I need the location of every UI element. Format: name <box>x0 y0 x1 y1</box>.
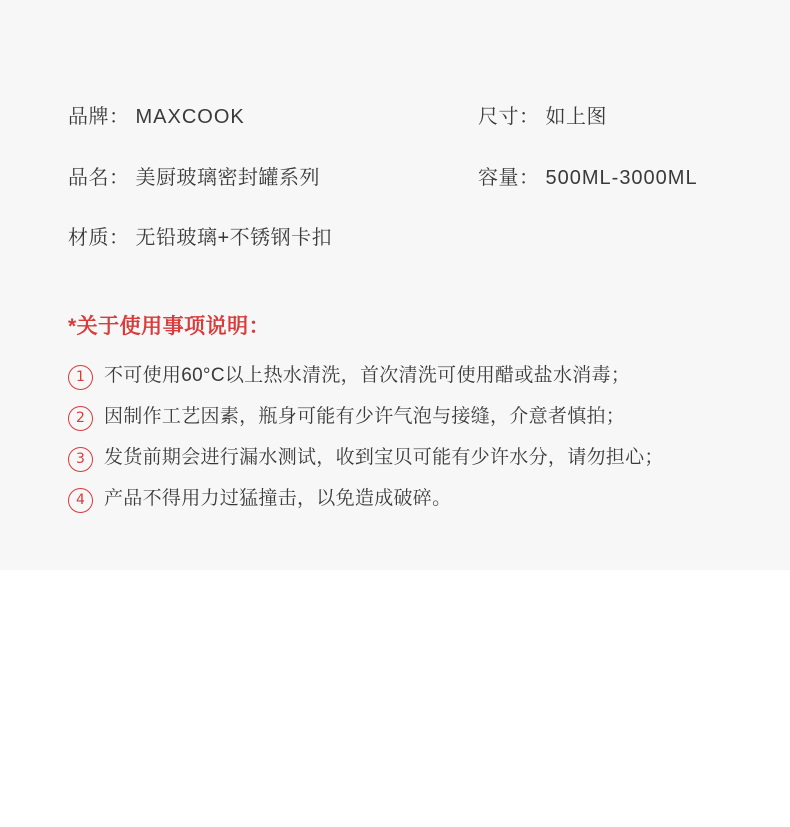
list-item <box>68 404 748 431</box>
notice-title: *关于使用事项说明： <box>68 315 271 338</box>
spec-value-size: 如上图 <box>545 106 607 128</box>
spec-label-material: 材质： <box>68 227 130 249</box>
number-badge-icon: 3 <box>68 447 93 472</box>
spec-value-brand: MAXCOOK <box>135 106 245 128</box>
spec-row-volume <box>478 161 698 190</box>
number-badge-icon: 1 <box>68 365 93 390</box>
spec-label-brand: 品牌： <box>68 106 130 128</box>
spec-value-product-name: 美厨玻璃密封罐系列 <box>135 167 320 189</box>
list-item <box>68 363 748 390</box>
spec-value-volume: 500ML-3000ML <box>545 167 698 189</box>
number-badge-icon: 2 <box>68 406 93 431</box>
notice-list <box>68 363 748 527</box>
spec-label-size: 尺寸： <box>478 106 540 128</box>
number-badge-icon: 4 <box>68 488 93 513</box>
spec-row-product-name <box>68 161 320 190</box>
spec-value-material: 无铅玻璃+不锈钢卡扣 <box>135 227 333 249</box>
notice-item-text: 产品不得用力过猛撞击，以免造成破碎。 <box>104 488 452 509</box>
spec-label-volume: 容量： <box>478 167 540 189</box>
notice-item-text: 发货前期会进行漏水测试，收到宝贝可能有少许水分，请勿担心； <box>104 447 664 468</box>
spec-label-product-name: 品名： <box>68 167 130 189</box>
spec-row-size <box>478 100 607 129</box>
spec-row-brand <box>68 100 245 129</box>
spec-row-material <box>68 221 332 250</box>
list-item <box>68 486 748 513</box>
notice-item-text: 不可使用60°C以上热水清洗，首次清洗可使用醋或盐水消毒； <box>104 365 631 386</box>
notice-item-text: 因制作工艺因素，瓶身可能有少许气泡与接缝，介意者慎拍； <box>104 406 626 427</box>
list-item <box>68 445 748 472</box>
